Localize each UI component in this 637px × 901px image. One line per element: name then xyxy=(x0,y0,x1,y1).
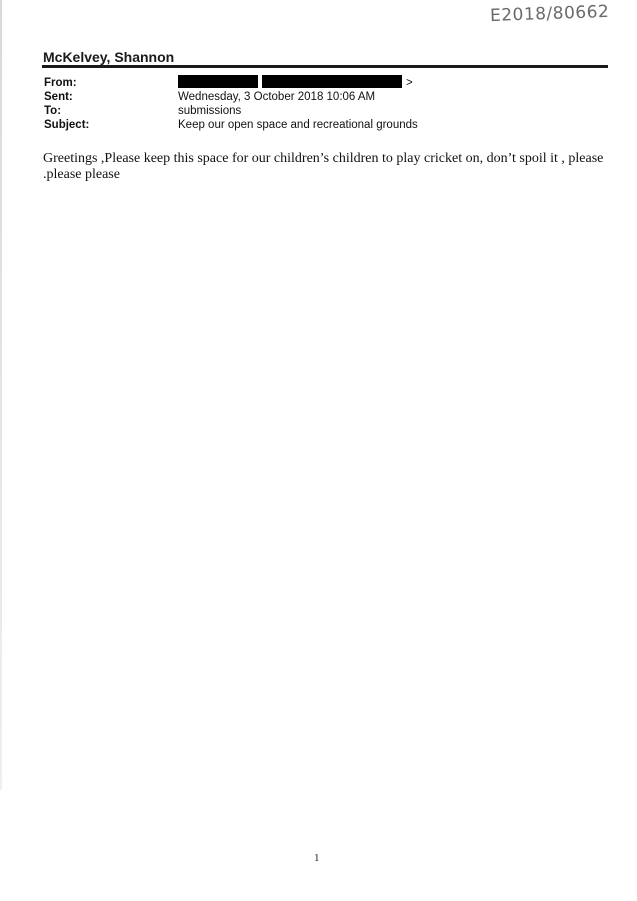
mailbox-owner-name: McKelvey, Shannon xyxy=(43,49,175,65)
to-label: To: xyxy=(44,105,62,117)
page-scan-edge xyxy=(0,0,2,790)
handwritten-reference-number: E2018/80662 xyxy=(489,1,610,27)
sent-value: Wednesday, 3 October 2018 10:06 AM xyxy=(178,91,376,103)
email-body: Greetings ,Please keep this space for our children’s children to play cricket on, don’t spoil it , please .please please xyxy=(43,151,604,182)
subject-value: Keep our open space and recreational grounds xyxy=(178,119,418,131)
header-divider xyxy=(42,65,608,68)
subject-label: Subject: xyxy=(44,119,90,131)
page-number: 1 xyxy=(314,852,320,864)
from-email-closing-bracket: > xyxy=(406,77,413,89)
to-value: submissions xyxy=(178,105,242,117)
redaction-bar xyxy=(262,75,402,88)
redaction-bar xyxy=(178,75,258,88)
from-label: From: xyxy=(44,77,77,89)
sent-label: Sent: xyxy=(44,91,73,103)
